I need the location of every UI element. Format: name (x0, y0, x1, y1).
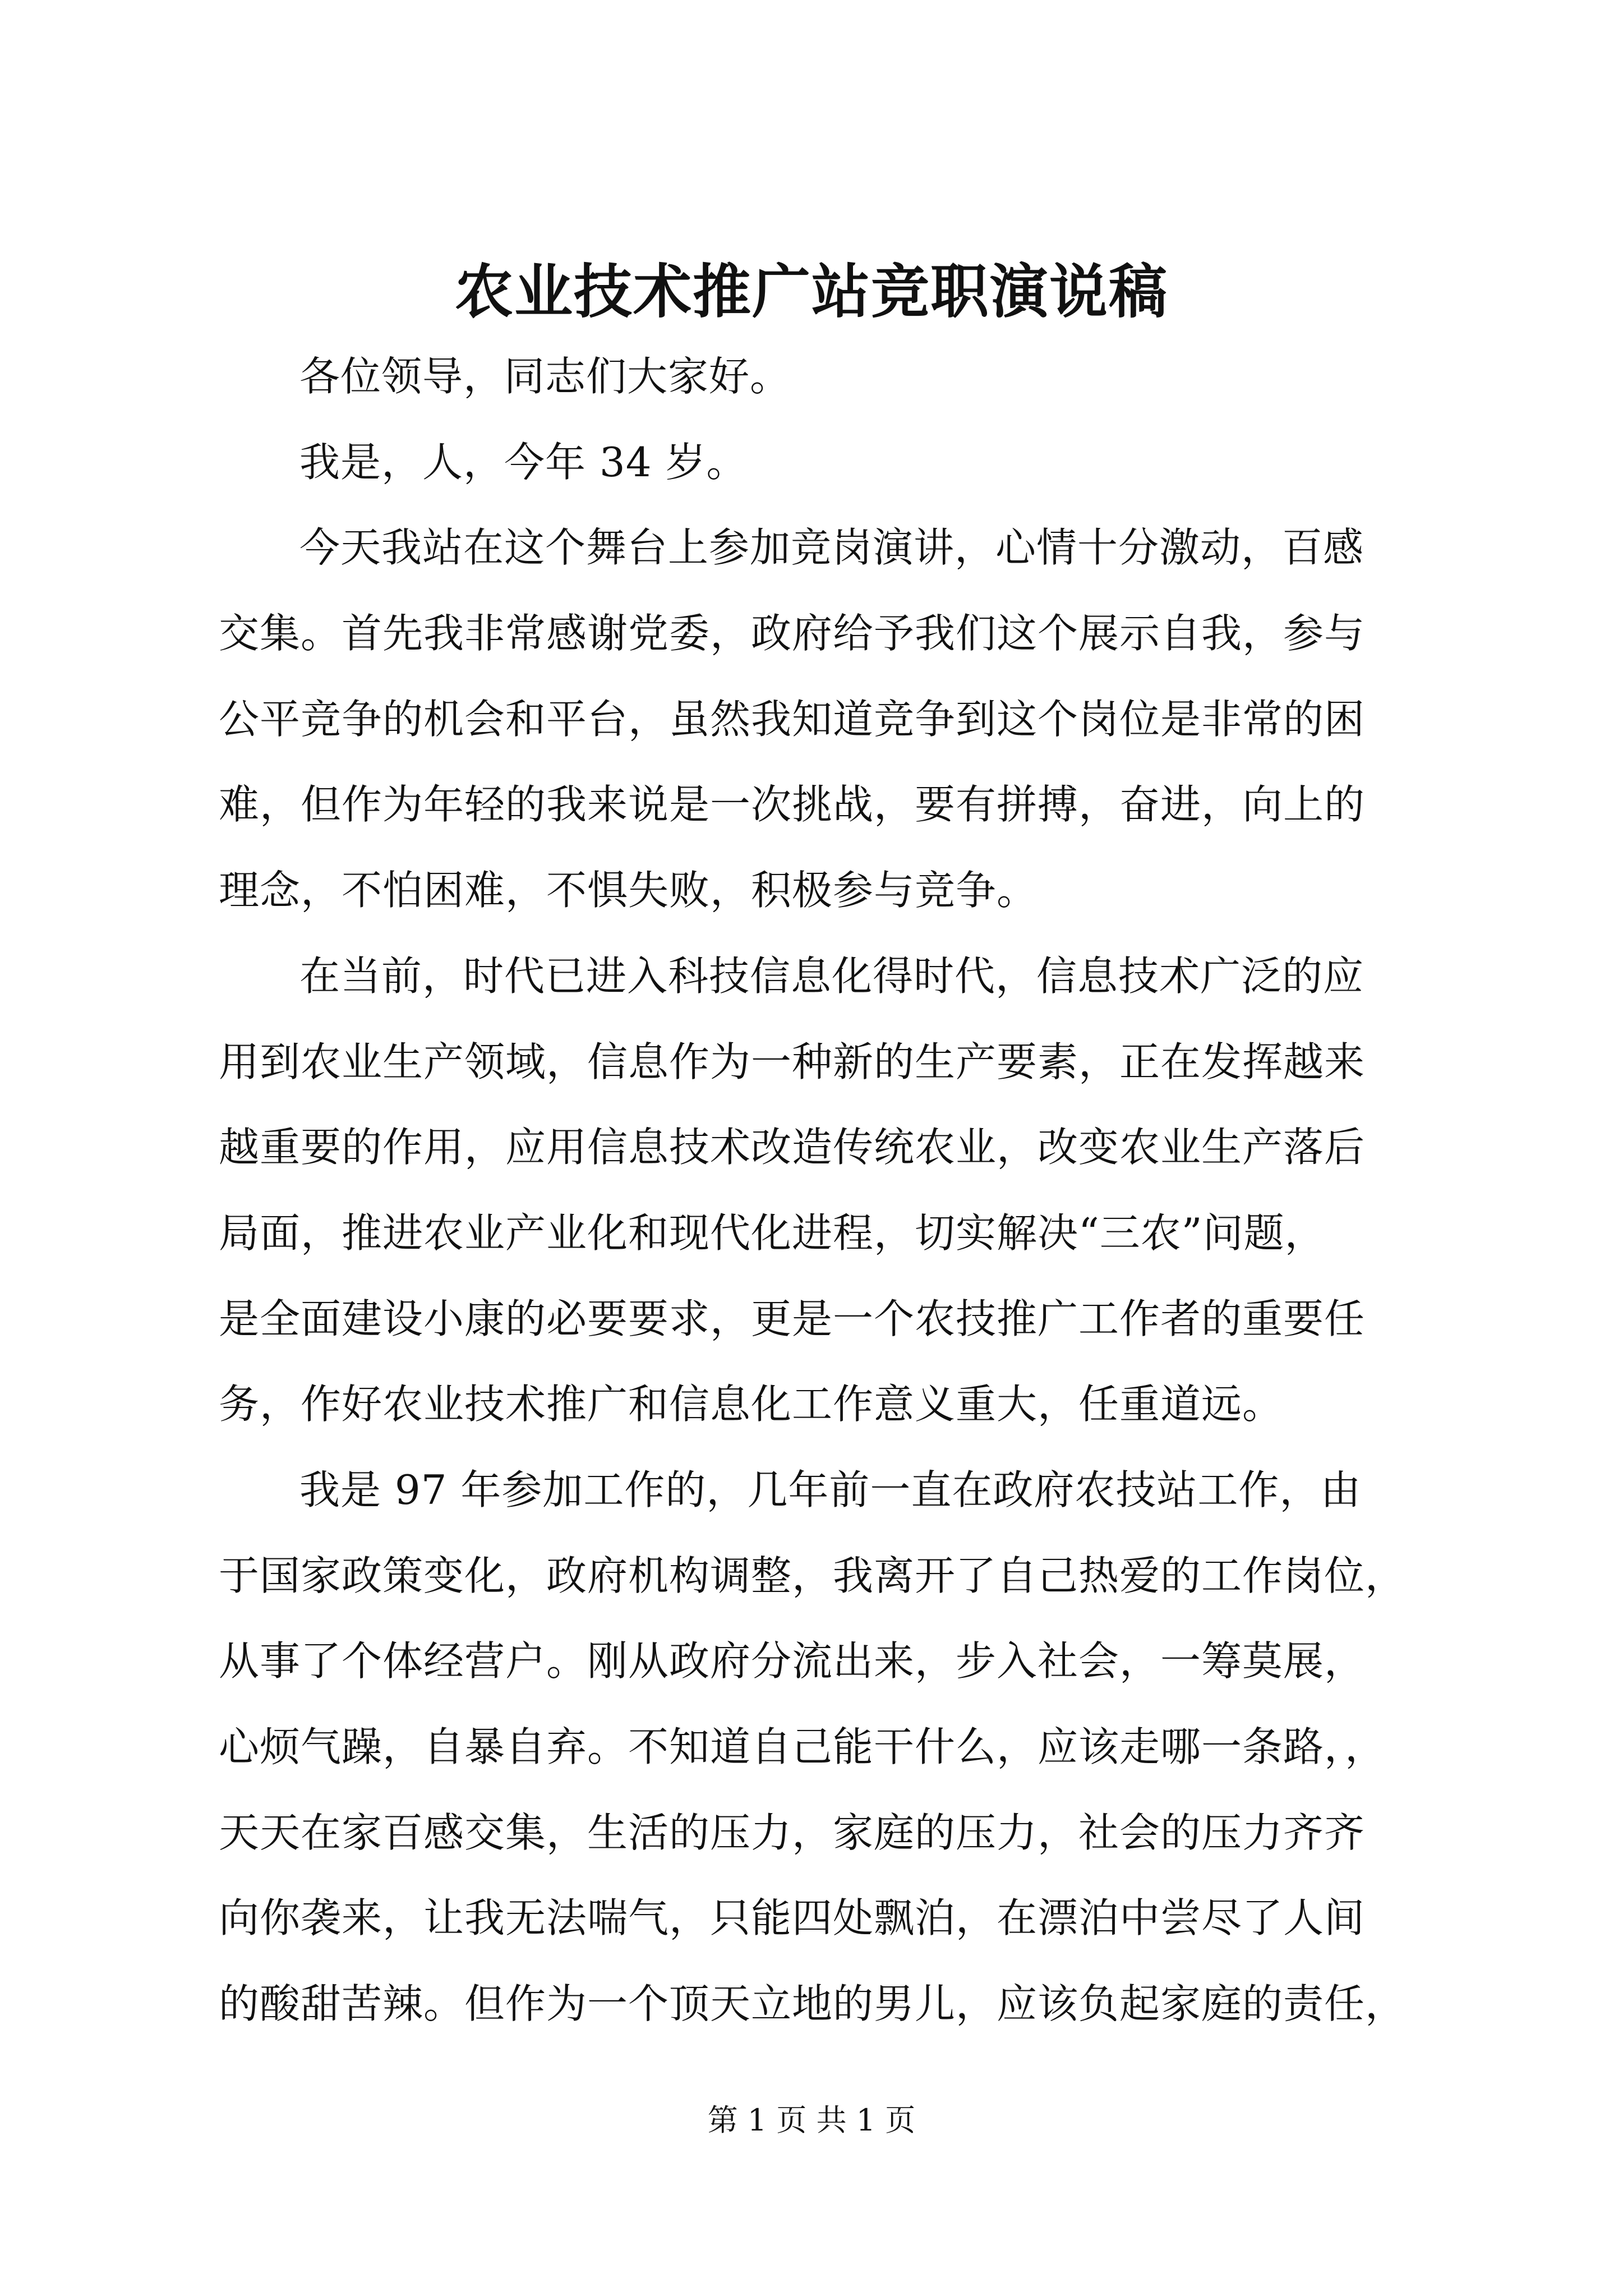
text-line: 用到农业生产领域，信息作为一种新的生产要素，正在发挥越来 (219, 1038, 1366, 1085)
text-line: 公平竞争的机会和平台，虽然我知道竞争到这个岗位是非常的困 (219, 695, 1366, 743)
text-line: 难，但作为年轻的我来说是一次挑战，要有拼搏，奋进，向上的 (219, 781, 1366, 829)
text-line: 我是，人，今年 34 岁。 (299, 438, 748, 486)
text-line: 心烦气躁，自暴自弃。不知道自己能干什么，应该走哪一条路，， (219, 1723, 1386, 1770)
text-line: 从事了个体经营户。刚从政府分流出来，步入社会，一筹莫展， (219, 1637, 1366, 1685)
text-line: 是全面建设小康的必要要求，更是一个农技推广工作者的重要任 (219, 1295, 1366, 1342)
text-line: 务，作好农业技术推广和信息化工作意义重大，任重道远。 (219, 1381, 1284, 1428)
text-line: 于国家政策变化，政府机构调整，我离开了自己热爱的工作岗位， (219, 1552, 1407, 1599)
text-line: 理念，不怕困难，不惧失败，积极参与竞争。 (219, 867, 1038, 914)
paragraph-greeting (219, 334, 1419, 420)
paragraph-opening (219, 505, 1419, 933)
text-line: 天天在家百感交集，生活的压力，家庭的压力，社会的压力齐齐 (219, 1809, 1366, 1856)
text-line: 向你袭来，让我无法喘气，只能四处飘泊，在漂泊中尝尽了人间 (219, 1894, 1366, 1942)
paragraph-context (219, 933, 1419, 1447)
text-line: 在当前，时代已进入科技信息化得时代，信息技术广泛的应 (299, 952, 1364, 1000)
paragraph-self-intro (219, 420, 1419, 505)
text-line: 局面，推进农业产业化和现代化进程，切实解决“三农”问题， (219, 1209, 1326, 1257)
document-title: 农业技术推广站竞职演说稿 (454, 257, 1168, 326)
paragraph-experience (219, 1447, 1419, 2047)
page-footer: 第 1 页 共 1 页 (707, 2102, 916, 2138)
text-line: 今天我站在这个舞台上参加竞岗演讲，心情十分激动，百感 (299, 524, 1364, 572)
text-line: 各位领导，同志们大家好。 (299, 353, 791, 400)
document-body (219, 334, 1419, 2047)
text-line: 我是 97 年参加工作的，几年前一直在政府农技站工作，由 (299, 1466, 1362, 1513)
text-line: 越重要的作用，应用信息技术改造传统农业，改变农业生产落后 (219, 1124, 1366, 1171)
text-line: 的酸甜苦辣。但作为一个顶天立地的男儿，应该负起家庭的责任， (219, 1980, 1407, 2028)
text-line: 交集。首先我非常感谢党委，政府给予我们这个展示自我，参与 (219, 610, 1366, 657)
